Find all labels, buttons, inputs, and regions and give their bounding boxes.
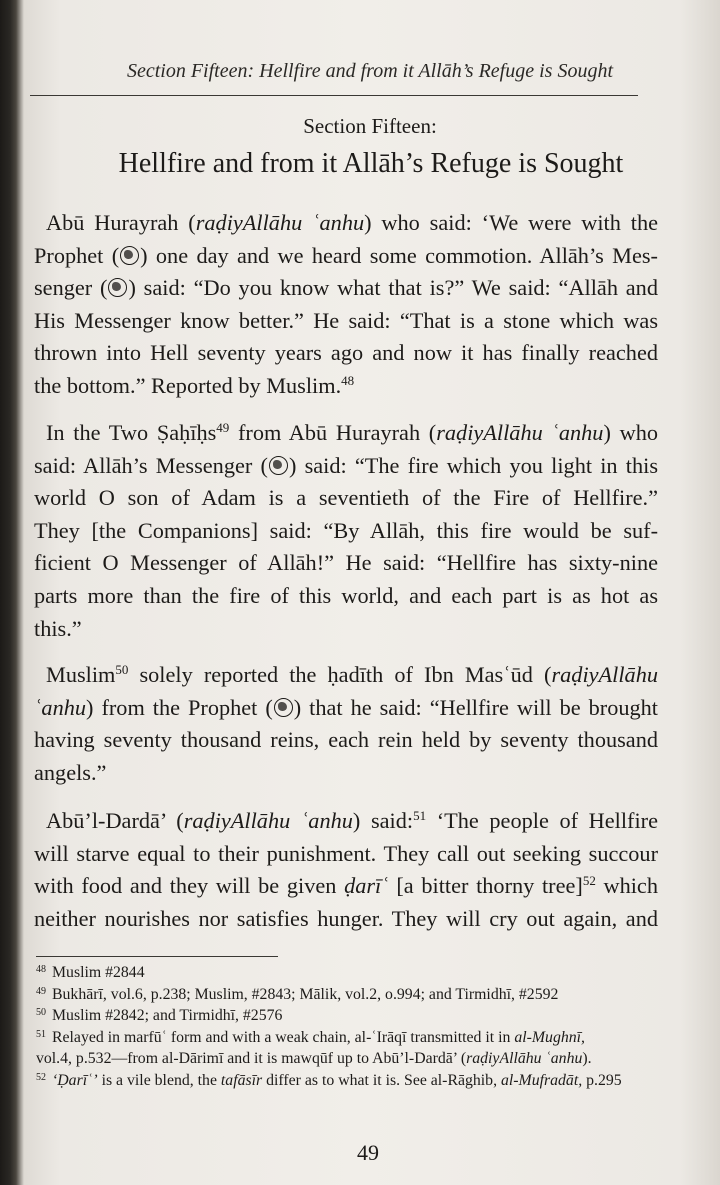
paragraph-line: They [the Companions] said: “By Allāh, this fire would be suf-: [34, 517, 658, 543]
footnote-49: $^{49}$ Bukhārī, vol.6, p.238; Muslim, #2843; Mālik, vol.2, o.994; and Tirmidhī, #2592: [36, 985, 559, 1003]
paragraph-line: said: Allāh’s Messenger ( ) said: “The fire which you light in this: [34, 452, 659, 478]
salawat-symbol-icon: [274, 698, 293, 717]
footnote-ref: 50: [115, 662, 129, 677]
paragraph-line: Abū Hurayrah (raḍiyAllāhu ʿanhu) who said: ‘We were with the: [46, 210, 658, 235]
footnote-48: $^{48}$ Muslim #2844: [36, 964, 145, 981]
paragraph-line: parts more than the fire of this world, and each part is as hot as: [34, 582, 658, 608]
paragraph-line: thrown into Hell seventy years ago and now it has finally reached: [34, 340, 658, 366]
footnote-50: $^{50}$ Muslim #2842; and Tirmidhī, #2576: [36, 1007, 283, 1024]
salawat-symbol-icon: [120, 246, 139, 265]
footnotes: [36, 962, 656, 1091]
footnote-52: $^{52}$ ‘Ḍarīʿ’ is a vile blend, the tafāsīr differ as to what it is. See al-Rāghib, al-Mufradāt, p.295: [36, 1071, 622, 1089]
paragraph-line: Prophet ( ) one day and we heard some commotion. Allāh’s Mes-: [34, 242, 658, 268]
paragraph-line: with food and they will be given ḍarīʿ [a bitter thorny tree]$^{52}$ which: [34, 873, 658, 899]
footnote-ref: 51: [413, 808, 427, 823]
footnote-ref: 49: [216, 420, 230, 435]
footnote-rule: [36, 956, 278, 957]
footnote-ref: 48: [341, 372, 355, 388]
footnote-ref: 52: [582, 873, 596, 889]
paragraph-line: In the Two Ṣaḥīḥs$^{49}$ from Abū Hurayrah (raḍiyAllāhu ʿanhu) who: [46, 420, 658, 445]
paragraph-line: will starve equal to their punishment. They call out seeking succour: [34, 840, 658, 866]
paragraph-line: neither nourishes nor satisfies hunger. They will cry out again, and: [34, 905, 658, 931]
paragraph-line: ʿanhu) from the Prophet ( ) that he said: “Hellfire will be brought: [34, 694, 658, 720]
paragraph-line: having seventy thousand reins, each rein held by seventy thousand: [34, 727, 658, 753]
header-rule: [30, 95, 638, 96]
paragraph-4: [34, 805, 658, 935]
paragraph-line: Muslim$^{50}$ solely reported the ḥadīth of Ibn Masʿūd (raḍiyAllāhu: [46, 662, 658, 687]
paragraph-line: the bottom.” Reported by Muslim.$^{48}$: [34, 372, 355, 398]
paragraph-line: senger ( ) said: “Do you know what that is?” We said: “Allāh and: [34, 275, 658, 301]
section-title: Hellfire and from it Allāh’s Refuge is Sought: [118, 148, 624, 179]
paragraph-line: His Messenger know better.” He said: “That is a stone which was: [34, 307, 658, 333]
page-number: 49: [357, 1140, 379, 1165]
paragraph-line: Abū’l-Dardā’ (raḍiyAllāhu ʿanhu) said:$^{51}$ ‘The people of Hellfire: [46, 808, 658, 833]
section-label: Section Fifteen:: [303, 114, 437, 138]
salawat-symbol-icon: [108, 278, 127, 297]
paragraph-1: [34, 207, 658, 403]
running-head: Section Fifteen: Hellfire and from it Allāh’s Refuge is Sought: [126, 60, 614, 82]
footnote-51-continued: vol.4, p.532—from al-Dārimī and it is mawqūf up to Abū’l-Dardā’ (raḍiyAllāhu ʿanhu).: [36, 1050, 592, 1067]
paragraph-line: angels.”: [34, 759, 107, 785]
paragraph-line: world O son of Adam is a seventieth of the Fire of Hellfire.”: [34, 485, 658, 511]
footnote-51: $^{51}$ Relayed in marfūʿ form and with a weak chain, al-ʿIrāqī transmitted it in al-Mughnī,: [36, 1028, 585, 1046]
paragraph-line: ficient O Messenger of Allāh!” He said: “Hellfire has sixty-nine: [34, 550, 658, 576]
salawat-symbol-icon: [269, 456, 288, 475]
paragraph-2: [34, 417, 658, 645]
paragraph-3: [34, 659, 658, 789]
paragraph-line: this.”: [34, 615, 82, 641]
